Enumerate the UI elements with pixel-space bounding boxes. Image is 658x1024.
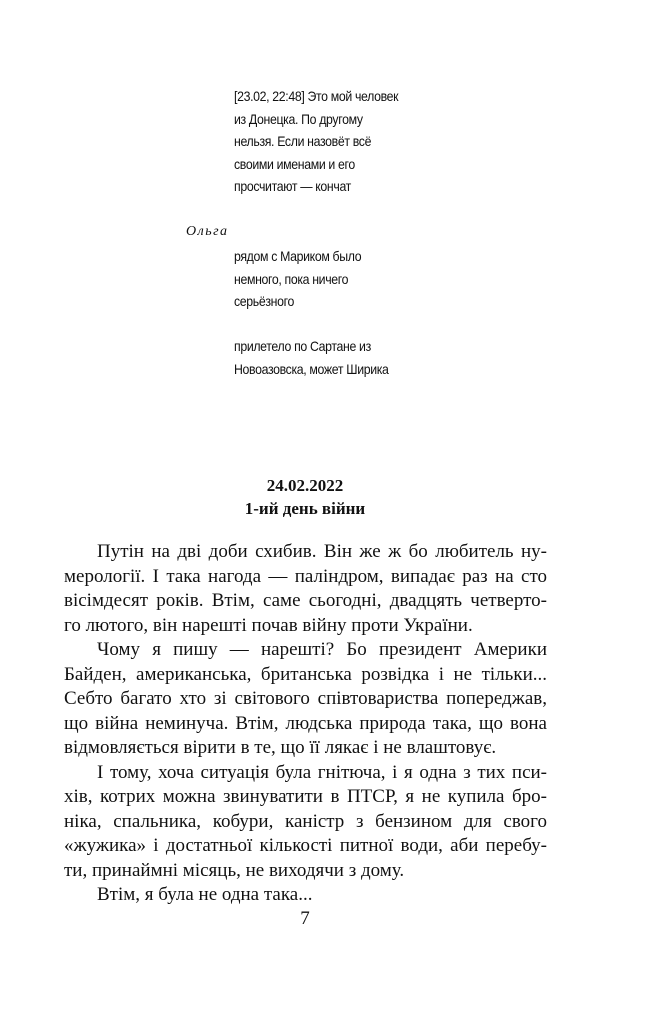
text-line: Байден, американська, британська розвідка і не тільки... [64,663,547,685]
text-line: Чому я пишу — нарешті? Бо президент Америки [97,639,547,660]
text-line: Себто багато хто зі світового співтовариства попереджав, [64,688,547,709]
text-line: ти, принаймні місяць, не виходячи з дому. [64,859,405,881]
chat-line: из Донецка. По другому [234,110,363,127]
page-number: 7 [300,908,310,929]
text-line: мерології. І така нагода — паліндром, випадає раз на сто [64,565,547,587]
text-line: що війна неминуча. Втім, людська природа така, що вона [64,712,547,734]
text-line: хів, котрих можна звинуватити в ПТСР, я не купила бро- [64,786,547,807]
text-line: Втім, я була не одна така... [97,884,313,905]
chat-line: немного, пока ничего [234,270,349,287]
chat-line: своими именами и его [234,155,355,172]
text-line: вісімдесят років. Втім, саме сьогодні, двадцять четверто- [64,590,547,611]
chat-line: прилетело по Сартане из [234,338,371,354]
chat-line: [23.02, 22:48] Это мой человек [234,88,399,104]
text-line: відмовляється вірити в те, що її лякає і не влаштовує. [64,737,497,758]
chat-line: рядом с Мариком было [234,248,362,264]
chapter-date: 24.02.2022 [266,476,344,495]
chat-line: Новоазовска, может Ширика [234,360,389,377]
chat-message-block-1 [234,85,398,198]
chat-line: серьёзного [234,293,295,309]
text-line: І тому, хоча ситуація була гнітюча, і я одна з тих пси- [97,761,547,783]
chat-line: просчитают — кончат [234,178,351,194]
chat-line: нельзя. Если назовёт всё [234,133,372,149]
chat-message-block-2 [234,245,361,313]
chat-message-block-3 [234,335,389,380]
text-line: Путін на дві доби схибив. Він же ж бо любитель ну- [97,541,547,562]
text-line: ніка, спальника, кобури, каністр з бензином для свого [64,810,547,832]
body-text [64,540,547,908]
text-line: «жужика» і достатньої кількості питної води, аби перебу- [64,835,547,856]
text-line: го лютого, він нарешті почав війну проти України. [64,614,473,636]
chapter-subtitle: 1-ий день війни [244,499,366,518]
speaker-name: Ольга [186,224,229,239]
